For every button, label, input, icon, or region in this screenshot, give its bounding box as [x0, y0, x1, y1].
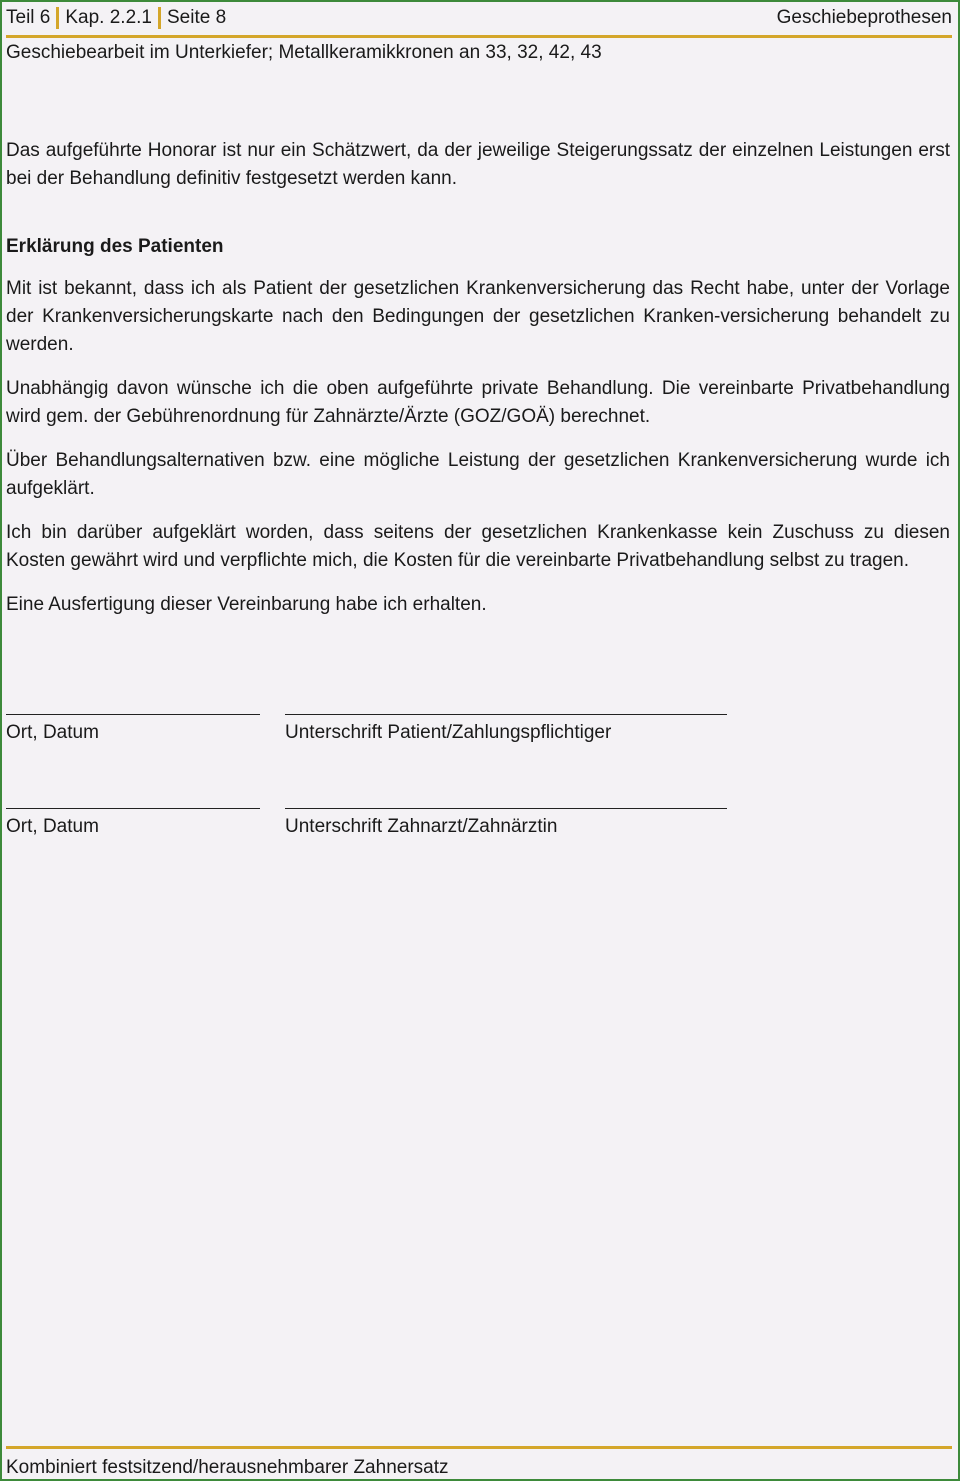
paragraph-1: Mit ist bekannt, dass ich als Patient der gesetzlichen Krankenversicherung das Recht habe, unter der Vorlage der Krankenversicherungskarte nach den Bedingungen der gesetzlichen Kranken-versicherung behandelt zu werden.	[6, 278, 950, 355]
place-date-label: Ort, Datum	[6, 722, 99, 743]
signature-block-patient	[6, 714, 946, 754]
section-heading: Erklärung des Patienten	[6, 236, 224, 257]
paragraph-2: Unabhängig davon wünsche ich die oben aufgeführte private Behandlung. Die vereinbarte Privatbehandlung wird gem. der Gebührenordnung für Zahnärzte/Ärzte (GOZ/GOÄ) berechnet.	[6, 378, 950, 427]
place-date-line	[6, 714, 260, 715]
header-part: Teil 6	[6, 7, 51, 28]
document-body	[6, 137, 950, 635]
page-header	[6, 3, 952, 33]
document-subtitle: Geschiebearbeit im Unterkiefer; Metallkeramikkronen an 33, 32, 42, 43	[6, 42, 602, 63]
header-separator	[56, 7, 59, 29]
header-rule	[6, 35, 952, 38]
signature-label-patient: Unterschrift Patient/Zahlungspflichtiger	[285, 722, 612, 743]
signature-line	[285, 808, 727, 809]
place-date-label: Ort, Datum	[6, 816, 99, 837]
signature-block-dentist	[6, 808, 946, 848]
signature-line	[285, 714, 727, 715]
paragraph-4: Ich bin darüber aufgeklärt worden, dass seitens der gesetzlichen Krankenkasse kein Zuschuss zu diesen Kosten gewährt wird und verpflichte mich, die Kosten für die vereinbarte Privatbehandlung selbst zu tragen.	[6, 522, 950, 571]
fee-note: Das aufgeführte Honorar ist nur ein Schätzwert, da der jeweilige Steigerungssatz der einzelnen Leistungen erst bei der Behandlung definitiv festgesetzt werden kann.	[6, 140, 950, 189]
place-date-line	[6, 808, 260, 809]
header-chapter: Kap. 2.2.1	[65, 7, 152, 28]
paragraph-5: Eine Ausfertigung dieser Vereinbarung habe ich erhalten.	[6, 594, 487, 615]
header-topic: Geschiebeprothesen	[776, 7, 952, 28]
header-separator	[158, 7, 161, 29]
signature-label-dentist: Unterschrift Zahnarzt/Zahnärztin	[285, 816, 558, 837]
paragraph-3: Über Behandlungsalternativen bzw. eine mögliche Leistung der gesetzlichen Krankenversicherung wurde ich aufgeklärt.	[6, 450, 950, 499]
footer-rule	[6, 1446, 952, 1449]
header-page: Seite 8	[166, 7, 227, 28]
page-footer: Kombiniert festsitzend/herausnehmbarer Zahnersatz	[6, 1457, 449, 1478]
